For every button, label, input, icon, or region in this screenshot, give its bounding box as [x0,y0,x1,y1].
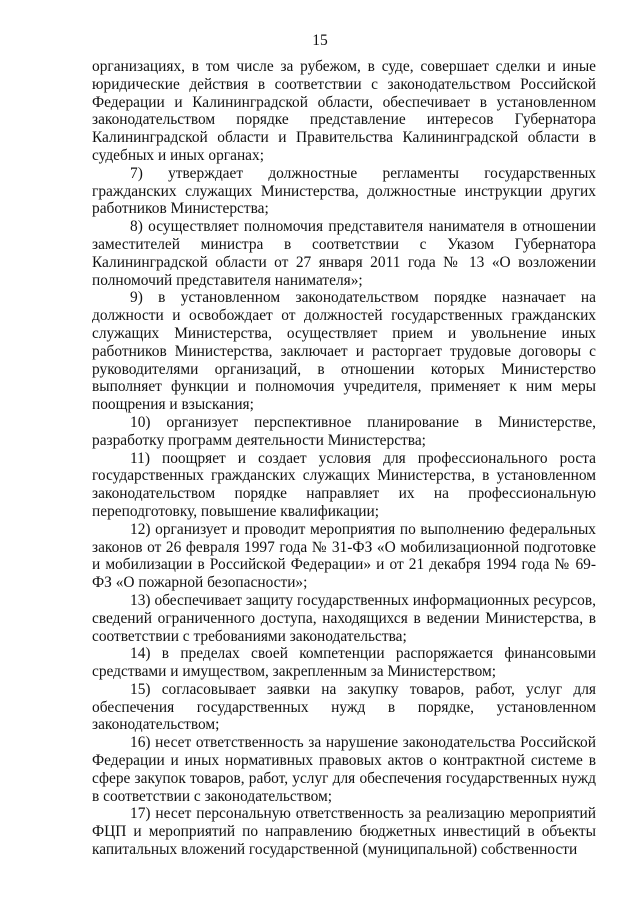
paragraph-item-14: 14) в пределах своей компетенции распоряжается финансовыми средствами и имуществом, закрепленным за Министерством; [92,645,596,681]
paragraph-item-13: 13) обеспечивает защиту государственных информационных ресурсов, сведений ограниченного доступа, находящихся в ведении Министерства, в соответствии с требованиями законодательства; [92,591,596,645]
paragraph-item-12: 12) организует и проводит мероприятия по выполнению федеральных законов от 26 февраля 1997 года № 31-ФЗ «О мобилизационной подготовке и мобилизации в Российской Федерации» и от 21 декабря 1994 года № 69-ФЗ «О пожарной безопасности»; [92,520,596,592]
document-body [92,58,596,859]
paragraph-item-11: 11) поощряет и создает условия для профессионального роста государственных гражданских служащих Министерства, в установленном законодательством порядке направляет их на профессиональную переподготовку, повышение квалификации; [92,449,596,520]
page-number: 15 [312,32,328,49]
paragraph-item-10: 10) организует перспективное планирование в Министерстве, разработку программ деятельности Министерства; [92,413,596,449]
paragraph-item-8: 8) осуществляет полномочия представителя нанимателя в отношении заместителей министра в соответствии с Указом Губернатора Калининградской области от 27 января 2011 года № 13 «О возложении полномочий представителя нанимателя»; [92,218,596,289]
paragraph-item-9: 9) в установленном законодательством порядке назначает на должности и освобождает от должностей государственных гражданских служащих Министерства, осуществляет прием и увольнение иных работников Министерства, заключает и расторгает трудовые договоры с руководителями организаций, в отношении которых Министерство выполняет функции и полномочия учредителя, применяет к ним меры поощрения и взыскания; [92,289,596,414]
paragraph-item-7: 7) утверждает должностные регламенты государственных гражданских служащих Министерства, должностные инструкции других работников Министерства; [92,164,596,218]
paragraph-item-16: 16) несет ответственность за нарушение законодательства Российской Федерации и иных нормативных правовых актов о контрактной системе в сфере закупок товаров, работ, услуг для обеспечения государственных нужд в соответствии с законодательством; [92,734,596,805]
paragraph-continuation: организациях, в том числе за рубежом, в суде, совершает сделки и иные юридические действия в соответствии с законодательством Российской Федерации и Калининградской области, обеспечивает в установленном законодательством порядке представление интересов Губернатора Калининградской области и Правительства Калининградской области в судебных и иных органах; [92,58,596,164]
paragraph-item-15: 15) согласовывает заявки на закупку товаров, работ, услуг для обеспечения государственных нужд в порядке, установленном законодательством; [92,680,596,734]
paragraph-item-17: 17) несет персональную ответственность за реализацию мероприятий ФЦП и мероприятий по направлению бюджетных инвестиций в объекты капитальных вложений государственной (муниципальной) собственности [92,805,596,859]
